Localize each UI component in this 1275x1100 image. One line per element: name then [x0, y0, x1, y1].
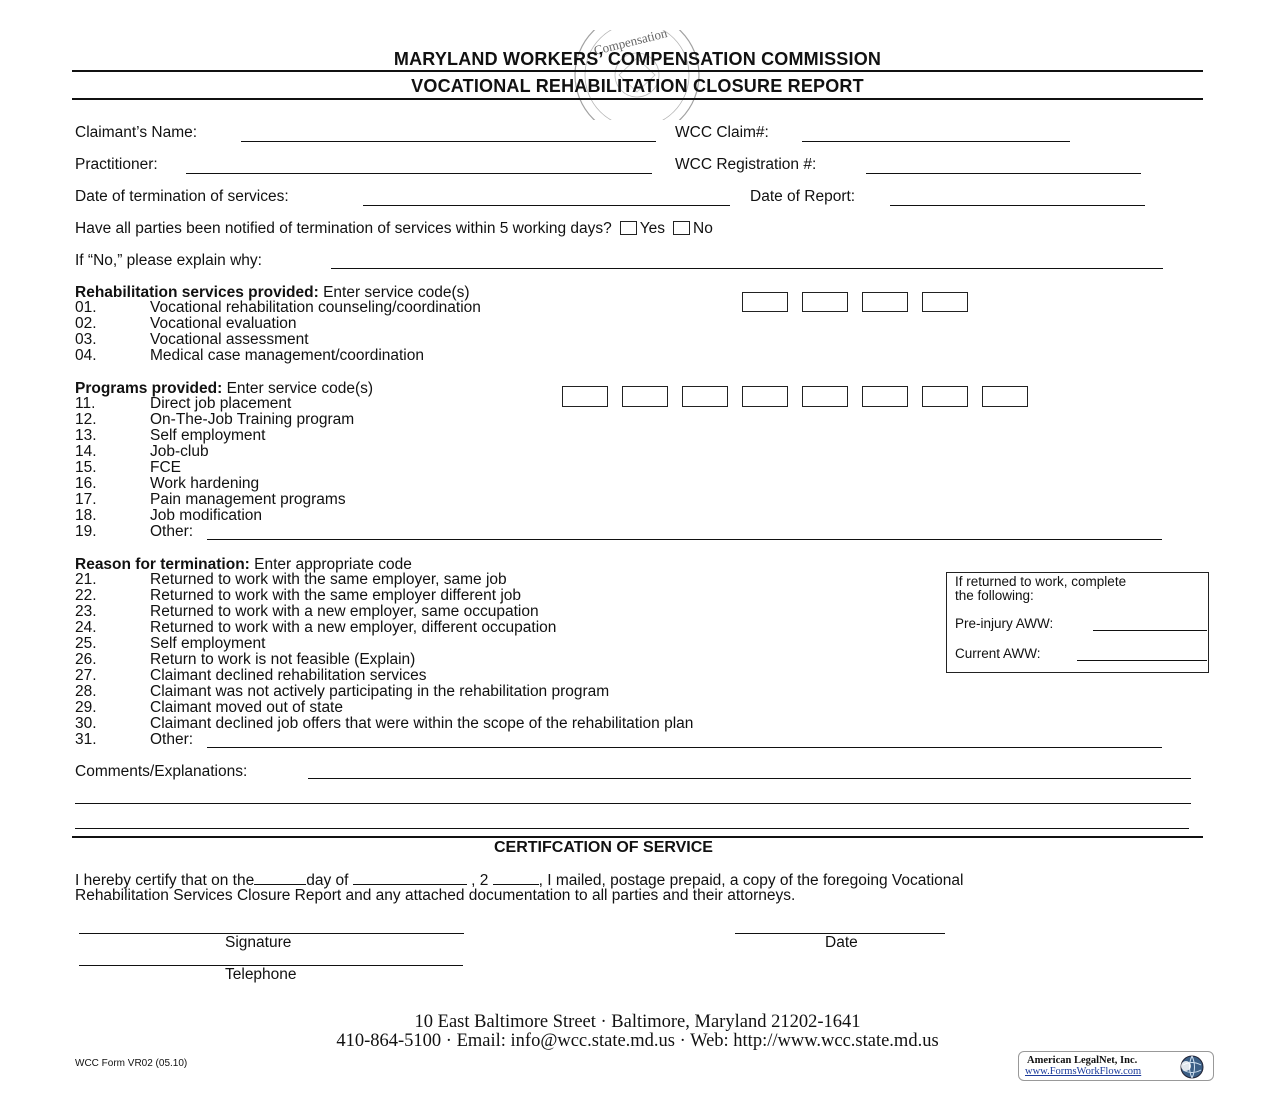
termination-code: 28.	[75, 683, 97, 700]
program-code-box[interactable]	[922, 386, 968, 407]
termination-heading-sub: Enter appropriate code	[254, 556, 412, 573]
termination-label: Claimant declined job offers that were within the scope of the rehabilitation plan	[150, 715, 694, 732]
form-id: WCC Form VR02 (05.10)	[75, 1058, 188, 1069]
certification-line-2: Rehabilitation Services Closure Report and any attached documentation to all parties and their attorneys.	[75, 887, 796, 904]
termination-code: 27.	[75, 667, 97, 684]
program-label: Pain management programs	[150, 491, 346, 508]
report-title: VOCATIONAL REHABILITATION CLOSURE REPORT	[411, 76, 864, 96]
termination-heading-bold: Reason for termination:	[75, 556, 250, 573]
signature-label: Signature	[225, 934, 292, 951]
termination-label: Claimant moved out of state	[150, 699, 343, 716]
no-checkbox[interactable]	[673, 221, 690, 235]
practitioner-label: Practitioner:	[75, 156, 158, 173]
termination-label: Returned to work with a new employer, same occupation	[150, 603, 539, 620]
termination-label: Self employment	[150, 635, 266, 652]
program-label: On-The-Job Training program	[150, 411, 355, 428]
certification-heading: CERTIFCATION OF SERVICE	[494, 839, 713, 856]
rtw-instruction-1: If returned to work, complete	[955, 574, 1127, 589]
rehab-code: 04.	[75, 347, 97, 364]
telephone-label: Telephone	[225, 966, 297, 983]
termination-label: Returned to work with the same employer different job	[150, 587, 522, 604]
rehab-code: 02.	[75, 315, 97, 332]
program-label: FCE	[150, 459, 181, 476]
program-code-box[interactable]	[982, 386, 1028, 407]
comments-field-1[interactable]	[308, 778, 1191, 779]
cert-text-2: day of	[306, 872, 349, 889]
program-code-box[interactable]	[562, 386, 608, 407]
program-code: 12.	[75, 411, 97, 428]
termination-date-label: Date of termination of services:	[75, 188, 289, 205]
notified-question	[75, 220, 713, 238]
termination-code: 25.	[75, 635, 97, 652]
termination-code: 24.	[75, 619, 97, 636]
termination-code: 22.	[75, 587, 97, 604]
program-code: 19.	[75, 523, 97, 540]
claimant-name-field[interactable]	[241, 141, 656, 142]
pre-injury-aww-label: Pre-injury AWW:	[955, 616, 1054, 631]
comments-field-3[interactable]	[75, 828, 1189, 829]
program-code: 18.	[75, 507, 97, 524]
termination-code: 29.	[75, 699, 97, 716]
claim-number-field[interactable]	[802, 141, 1070, 142]
termination-label: Returned to work with a new employer, different occupation	[150, 619, 557, 636]
badge-name: American LegalNet, Inc.	[1027, 1055, 1138, 1066]
rehab-label: Vocational evaluation	[150, 315, 297, 332]
registration-number-label: WCC Registration #:	[675, 156, 817, 173]
program-code: 14.	[75, 443, 97, 460]
program-code: 15.	[75, 459, 97, 476]
program-code: 16.	[75, 475, 97, 492]
header-rule-bottom	[72, 98, 1203, 100]
termination-label: Claimant declined rehabilitation services	[150, 667, 427, 684]
program-label: Other:	[150, 523, 194, 540]
program-code: 17.	[75, 491, 97, 508]
report-date-field[interactable]	[890, 205, 1145, 206]
cert-day-field[interactable]	[254, 871, 306, 885]
rehab-label: Vocational assessment	[150, 331, 309, 348]
claimant-name-label: Claimant’s Name:	[75, 124, 198, 141]
cert-text-3: , 2	[471, 872, 489, 889]
cert-year-field[interactable]	[493, 871, 539, 885]
claim-number-label: WCC Claim#:	[675, 124, 769, 141]
seal-text: Compensation	[592, 25, 669, 58]
comments-field-2[interactable]	[75, 803, 1191, 804]
termination-code: 30.	[75, 715, 97, 732]
program-label: Job modification	[150, 507, 263, 524]
rehab-code-box[interactable]	[742, 292, 788, 312]
cert-text-1: I hereby certify that on the	[75, 872, 255, 889]
commission-title: MARYLAND WORKERS’ COMPENSATION COMMISSION	[393, 49, 882, 69]
rehab-code: 01.	[75, 299, 97, 316]
report-date-label: Date of Report:	[750, 188, 856, 205]
return-to-work-box	[946, 572, 1209, 673]
rehab-heading-bold: Rehabilitation services provided:	[75, 284, 319, 301]
explain-label: If “No,” please explain why:	[75, 252, 262, 269]
program-code: 13.	[75, 427, 97, 444]
practitioner-field[interactable]	[186, 173, 652, 174]
termination-label: Returned to work with the same employer, same job	[150, 571, 507, 588]
rehab-heading-sub: Enter service code(s)	[323, 284, 470, 301]
rtw-instruction-2: the following:	[955, 588, 1034, 603]
rehab-code-box[interactable]	[922, 292, 968, 312]
program-other-field[interactable]	[207, 539, 1162, 540]
program-code-box[interactable]	[742, 386, 788, 407]
cert-text-4: , I mailed, postage prepaid, a copy of the foregoing Vocational	[538, 872, 964, 889]
header-rule-top	[72, 70, 1203, 72]
pre-injury-aww-field[interactable]	[1093, 630, 1207, 631]
program-label: Work hardening	[150, 475, 260, 492]
footer-contact: 410-864-5100 · Email: info@wcc.state.md.us · Web: http://www.wcc.state.md.us	[336, 1031, 939, 1051]
explain-field[interactable]	[331, 268, 1163, 269]
program-code: 11.	[75, 395, 96, 412]
registration-number-field[interactable]	[866, 173, 1141, 174]
program-label: Self employment	[150, 427, 266, 444]
rehab-code: 03.	[75, 331, 97, 348]
rehab-code-box[interactable]	[802, 292, 848, 312]
termination-label: Claimant was not actively participating in the rehabilitation program	[150, 683, 610, 700]
no-label: No	[693, 220, 713, 237]
termination-label: Other:	[150, 731, 194, 748]
termination-date-field[interactable]	[363, 205, 730, 206]
legalnet-badge[interactable]	[1018, 1051, 1214, 1081]
cert-month-field[interactable]	[353, 871, 467, 885]
current-aww-label: Current AWW:	[955, 646, 1041, 661]
current-aww-field[interactable]	[1077, 660, 1207, 661]
program-label: Direct job placement	[150, 395, 292, 412]
termination-label: Return to work is not feasible (Explain)	[150, 651, 416, 668]
comments-label: Comments/Explanations:	[75, 763, 248, 780]
rehab-label: Medical case management/coordination	[150, 347, 424, 364]
programs-heading-bold: Programs provided:	[75, 380, 223, 397]
termination-other-field[interactable]	[207, 747, 1162, 748]
globe-icon	[1179, 1054, 1205, 1080]
rehab-label: Vocational rehabilitation counseling/coordination	[150, 299, 481, 316]
rehab-code-box[interactable]	[862, 292, 908, 312]
yes-checkbox[interactable]	[620, 221, 637, 235]
programs-heading-sub: Enter service code(s)	[226, 380, 374, 397]
yes-label: Yes	[639, 220, 666, 237]
program-code-box[interactable]	[862, 386, 908, 407]
program-code-box[interactable]	[682, 386, 728, 407]
certification-rule	[72, 836, 1203, 838]
program-code-box[interactable]	[802, 386, 848, 407]
program-code-box[interactable]	[622, 386, 668, 407]
program-label: Job-club	[150, 443, 209, 460]
termination-code: 23.	[75, 603, 97, 620]
termination-code: 26.	[75, 651, 97, 668]
footer-address: 10 East Baltimore Street · Baltimore, Maryland 21202-1641	[414, 1012, 861, 1032]
termination-code: 21.	[75, 571, 97, 588]
date-label: Date	[825, 934, 858, 951]
termination-code: 31.	[75, 731, 97, 748]
notified-question-text: Have all parties been notified of termination of services within 5 working days?	[75, 220, 612, 237]
badge-url[interactable]: www.FormsWorkFlow.com	[1025, 1066, 1142, 1077]
